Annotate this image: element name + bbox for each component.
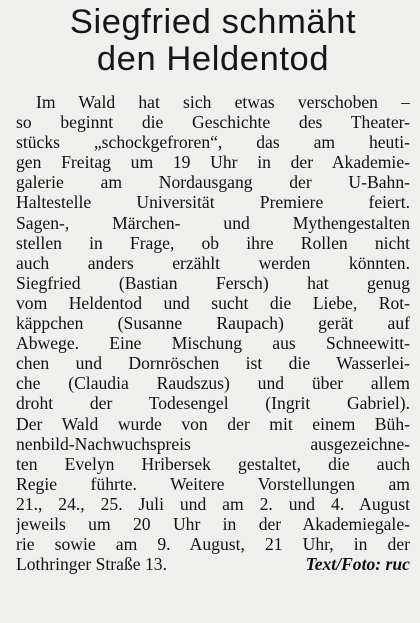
body-line: droht der Todesengel (Ingrit Gabriel). (16, 393, 410, 414)
body-line: chen und Dornröschen ist die Wasserlei- (16, 353, 410, 374)
body-line: Regie führte. Weitere Vorstellungen am (16, 473, 410, 494)
body-line: 21., 24., 25. Juli und am 2. und 4. August (16, 493, 410, 514)
body-line: galerie am Nordausgang der U-Bahn- (16, 172, 410, 193)
body-line: Siegfried (Bastian Fersch) hat genug (16, 272, 410, 293)
body-line: ten Evelyn Hribersek gestaltet, die auch (16, 453, 410, 474)
body-line: auch anders erzählt werden könnten. (16, 252, 410, 273)
body-line: Abwege. Eine Mischung aus Schneewitt- (16, 333, 410, 354)
body-line: käppchen (Susanne Raupach) gerät auf (16, 313, 410, 334)
body-line: stücks „schockgefroren“, das am heuti- (16, 132, 410, 153)
body-line: vom Heldentod und sucht die Liebe, Rot- (16, 292, 410, 313)
body-last-line (16, 554, 410, 574)
author-credit: Text/Foto: ruc (305, 554, 410, 575)
body-line: stellen in Frage, ob ihre Rollen nicht (16, 232, 410, 253)
address-text: Lothringer Straße 13. (16, 554, 167, 575)
body-line: Haltestelle Universität Premiere feiert. (16, 192, 410, 213)
article-headline (16, 4, 410, 78)
body-line: che (Claudia Raudszus) und über allem (16, 373, 410, 394)
headline-line-2: den Heldentod (96, 40, 330, 78)
body-line: gen Freitag um 19 Uhr in der Akademie- (16, 152, 410, 173)
headline-line-1: Siegfried schmäht (69, 3, 357, 41)
article-body (16, 92, 410, 574)
body-line: nenbild-Nachwuchspreis ausgezeichne- (16, 433, 410, 454)
body-line: so beginnt die Geschichte des Theater- (16, 112, 410, 133)
body-line: Im Wald hat sich etwas verschoben – (36, 92, 410, 112)
body-line: Sagen-, Märchen- und Mythengestalten (16, 212, 410, 233)
body-line: Der Wald wurde von der mit einem Büh- (16, 413, 410, 434)
body-line: rie sowie am 9. August, 21 Uhr, in der (16, 534, 410, 555)
body-line: jeweils um 20 Uhr in der Akademiegale- (16, 513, 410, 534)
